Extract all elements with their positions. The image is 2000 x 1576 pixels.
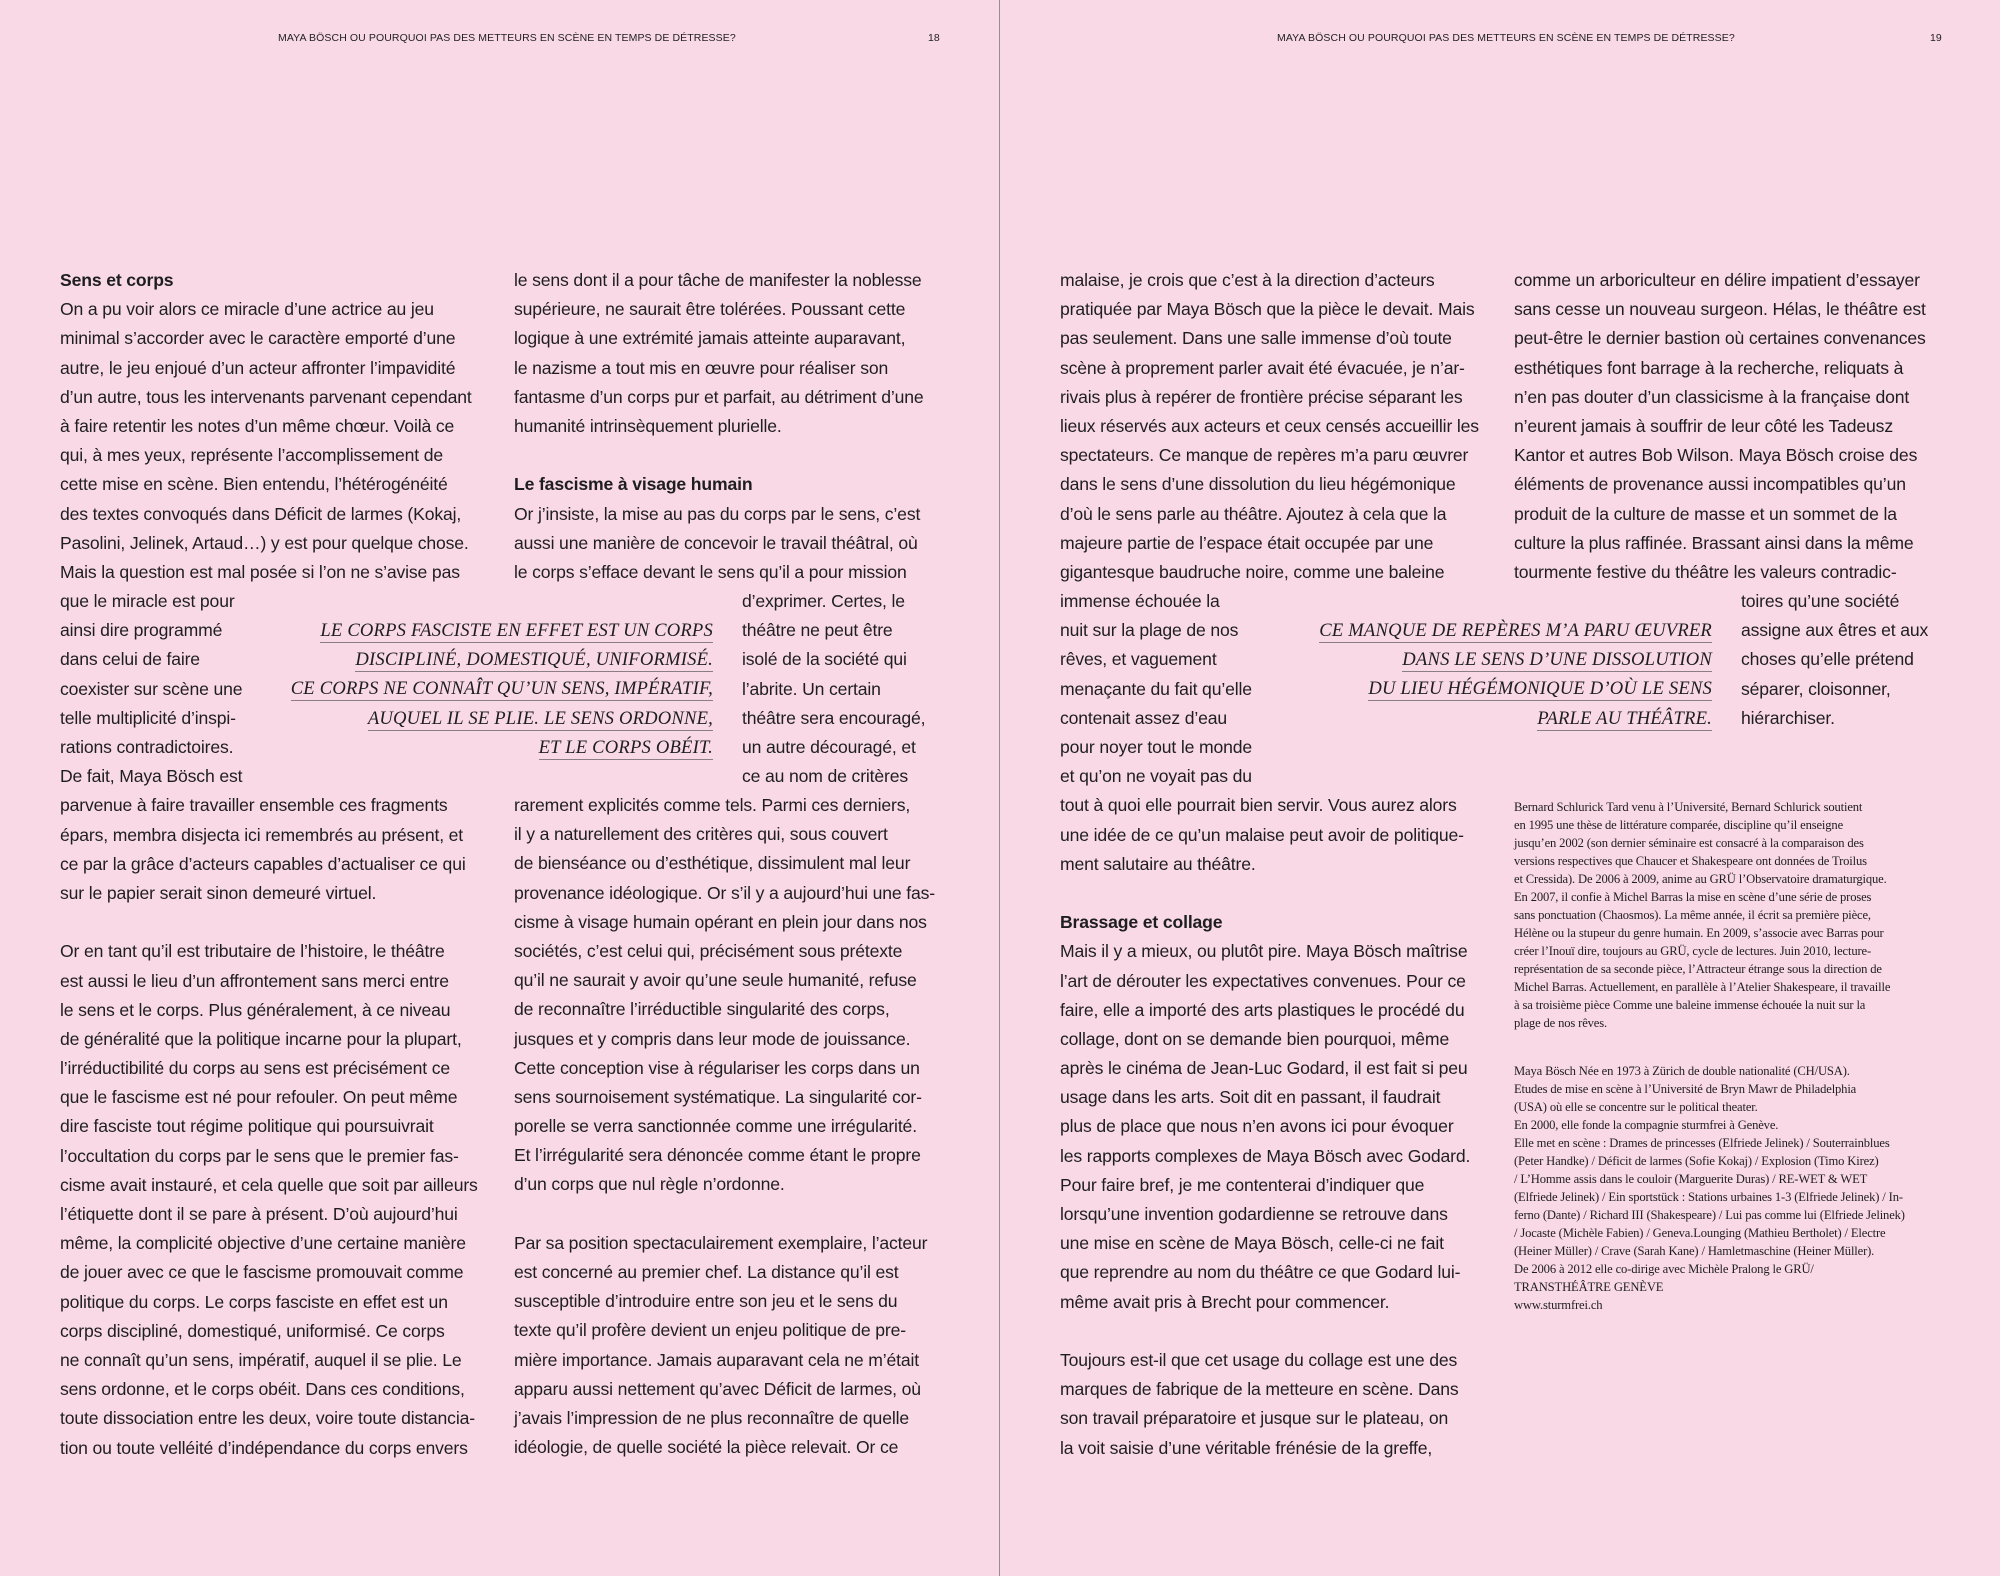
- text-line: de généralité que la politique incarne pour la plupart,: [60, 1028, 462, 1049]
- text-line: d’où le sens parle au théâtre. Ajoutez à cela que la: [1060, 503, 1447, 524]
- text-line: supérieure, ne saurait être tolérées. Poussant cette: [514, 299, 906, 320]
- bio-line: Maya Bösch Née en 1973 à Zürich de double nationalité (CH/USA).: [1514, 1064, 1850, 1078]
- text-line: ainsi dire programmé: [60, 620, 223, 641]
- bio-line: (Heiner Müller) / Crave (Sarah Kane) / Hamletmaschine (Heiner Müller).: [1514, 1244, 1875, 1258]
- pull-quote-line: LE CORPS FASCISTE EN EFFET EST UN CORPS: [320, 620, 713, 641]
- text-line: toires qu’une société: [1741, 591, 1900, 611]
- text-line: marques de fabrique de la metteure en scène. Dans: [1060, 1379, 1459, 1400]
- bio-line: (USA) où elle se concentre sur le political theater.: [1514, 1100, 1758, 1114]
- pull-quote-line: DANS LE SENS D’UNE DISSOLUTION: [1402, 649, 1712, 671]
- text-line: un autre découragé, et: [742, 736, 916, 757]
- text-line: parvenue à faire travailler ensemble ces fragments: [60, 795, 448, 816]
- text-line: l’art de dérouter les expectatives convenues. Pour ce: [1060, 970, 1466, 991]
- bio-line: / L’Homme assis dans le couloir (Marguerite Duras) / RE-WET & WET: [1514, 1172, 1868, 1186]
- text-line: porelle se verra sanctionnée comme une irrégularité.: [514, 1116, 917, 1137]
- text-line: pas seulement. Dans une salle immense d’où toute: [1060, 328, 1452, 349]
- text-line: lorsqu’une invention godardienne se retrouve dans: [1060, 1204, 1448, 1224]
- text-line: produit de la culture de masse et un sommet de la: [1514, 503, 1897, 524]
- author-bio-maya-bosch: [1514, 1062, 1905, 1314]
- right-page: [1000, 0, 2000, 1576]
- text-line: tourmente festive du théâtre les valeurs contradic-: [1514, 561, 1897, 582]
- pull-quote-left: [291, 616, 713, 762]
- text-line: [1060, 879, 1479, 908]
- text-line: rivais plus à repérer de frontière précise séparant les: [1060, 386, 1463, 407]
- text-line: même avait pris à Brecht pour commencer.: [1060, 1291, 1390, 1312]
- text-line: sens ordonne, et le corps obéit. Dans ces conditions,: [60, 1379, 465, 1400]
- text-line: cette mise en scène. Bien entendu, l’hétérogénéité: [60, 474, 448, 495]
- pull-quote-line: PARLE AU THÉÂTRE.: [1537, 707, 1712, 729]
- text-line: plus de place que nous n’en avons ici pour évoquer: [1060, 1116, 1454, 1137]
- right-page-column-2-wrap: [1741, 587, 1928, 733]
- left-page-column-1: [60, 266, 478, 1463]
- text-line: rêves, et vaguement: [1060, 649, 1217, 670]
- text-line: dire fasciste tout régime politique qui poursuivrait: [60, 1116, 434, 1137]
- text-line: faire, elle a importé des arts plastiques le procédé du: [1060, 999, 1465, 1020]
- text-line: l’irréductibilité du corps au sens est précisément ce: [60, 1058, 451, 1079]
- bio-line: Hélène ou la stupeur du genre humain. En 2009, s’associe avec Barras pour: [1514, 926, 1884, 940]
- text-line: [514, 441, 924, 470]
- text-line: sur le papier serait sinon demeuré virtuel.: [60, 882, 377, 903]
- bio-line: Elle met en scène : Drames de princesses (Elfriede Jelinek) / Souterrainblues: [1514, 1136, 1890, 1150]
- text-line: comme un arboriculteur en délire impatient d’essayer: [1514, 270, 1920, 290]
- text-line: tion ou toute velléité d’indépendance du corps envers: [60, 1437, 468, 1458]
- text-line: nuit sur la plage de nos: [1060, 620, 1239, 641]
- text-line: la voit saisie d’une véritable frénésie de la greffe,: [1060, 1437, 1433, 1458]
- bio-line: www.sturmfrei.ch: [1514, 1298, 1603, 1312]
- section-heading: Brassage et collage: [1060, 912, 1223, 933]
- text-line: rarement explicités comme tels. Parmi ces derniers,: [514, 795, 911, 815]
- section-heading: Le fascisme à visage humain: [514, 474, 753, 495]
- text-line: dans celui de faire: [60, 649, 200, 670]
- right-page-column-1: [1060, 266, 1479, 1463]
- left-page-column-2-bottom: [514, 791, 935, 1462]
- bio-line: créer l’Inouï dire, toujours au GRÜ, cycle de lectures. Juin 2010, lecture-: [1514, 944, 1871, 958]
- text-line: corps discipliné, domestiqué, uniformisé. Ce corps: [60, 1320, 445, 1341]
- bio-line: plage de nos rêves.: [1514, 1016, 1607, 1030]
- bio-line: en 1995 une thèse de littérature comparée, discipline qu’il enseigne: [1514, 818, 1844, 832]
- text-line: Mais la question est mal posée si l’on ne s’avise pas: [60, 561, 460, 582]
- text-line: gigantesque baudruche noire, comme une baleine: [1060, 561, 1445, 582]
- text-line: logique à une extrémité jamais atteinte auparavant,: [514, 328, 906, 349]
- running-title-right: MAYA BÖSCH OU POURQUOI PAS DES METTEURS EN SCÈNE EN TEMPS DE DÉTRESSE?: [1277, 32, 1735, 44]
- text-line: dans le sens d’une dissolution du lieu hégémonique: [1060, 474, 1456, 495]
- text-line: ce par la grâce d’acteurs capables d’actualiser ce qui: [60, 853, 466, 874]
- text-line: De fait, Maya Bösch est: [60, 766, 243, 787]
- text-line: [60, 908, 478, 937]
- text-line: de bienséance ou d’esthétique, dissimulent mal leur: [514, 853, 911, 874]
- pull-quote-right: [1319, 616, 1712, 733]
- text-line: une idée de ce qu’un malaise peut avoir de politique-: [1060, 824, 1464, 845]
- bio-line: TRANSTHÉÂTRE GENÈVE: [1514, 1280, 1664, 1294]
- text-line: culture la plus raffinée. Brassant ainsi dans la même: [1514, 532, 1914, 553]
- text-line: telle multiplicité d’inspi-: [60, 707, 236, 728]
- text-line: ce au nom de critères: [742, 766, 909, 787]
- text-line: rations contradictoires.: [60, 737, 234, 757]
- left-page-column-2-top: [514, 266, 924, 587]
- page-number-left: 18: [928, 32, 940, 44]
- text-line: collage, dont on se demande bien pourquoi, même: [1060, 1028, 1450, 1049]
- text-line: son travail préparatoire et jusque sur le plateau, on: [1060, 1408, 1449, 1429]
- text-line: [514, 1200, 935, 1229]
- page-number-right: 19: [1930, 32, 1942, 44]
- running-title-left: MAYA BÖSCH OU POURQUOI PAS DES METTEURS EN SCÈNE EN TEMPS DE DÉTRESSE?: [278, 32, 736, 44]
- text-line: cisme à visage humain opérant en plein jour dans nos: [514, 911, 927, 932]
- text-line: est aussi le lieu d’un affrontement sans merci entre: [60, 970, 449, 991]
- text-line: sociétés, c’est celui qui, précisément sous prétexte: [514, 940, 903, 961]
- text-line: Pasolini, Jelinek, Artaud…) y est pour quelque chose.: [60, 532, 469, 553]
- text-line: après le cinéma de Jean-Luc Godard, il est fait si peu: [1060, 1058, 1468, 1079]
- text-line: choses qu’elle prétend: [1741, 649, 1914, 670]
- text-line: aussi une manière de concevoir le travail théâtral, où: [514, 532, 918, 553]
- text-line: séparer, cloisonner,: [1741, 678, 1891, 699]
- bio-line: représentation de sa seconde pièce, l’Attracteur étrange sous la direction de: [1514, 962, 1882, 976]
- text-line: politique du corps. Le corps fasciste en effet est un: [60, 1291, 448, 1312]
- author-bio-bernard-schlurick: [1514, 798, 1890, 1032]
- bio-line: De 2006 à 2012 elle co-dirige avec Michèle Pralong le GRÜ/: [1514, 1262, 1814, 1276]
- bio-line: ferno (Dante) / Richard III (Shakespeare) / Lui pas comme lui (Elfriede Jelinek): [1514, 1208, 1905, 1222]
- bio-line: (Elfriede Jelinek) / Ein sportstück : Stations urbaines 1-3 (Elfriede Jelinek) / In-: [1514, 1190, 1903, 1204]
- text-line: toute dissociation entre les deux, voire toute distancia-: [60, 1408, 475, 1429]
- bio-line: / Jocaste (Michèle Fabien) / Geneva.Lounging (Mathieu Bertholet) / Electre: [1514, 1226, 1886, 1240]
- pull-quote-line: CE MANQUE DE REPÈRES M’A PARU ŒUVRER: [1319, 620, 1712, 641]
- text-line: esthétiques font barrage à la recherche, reliquats à: [1514, 357, 1904, 378]
- text-line: Par sa position spectaculairement exemplaire, l’acteur: [514, 1232, 928, 1253]
- bio-line: En 2000, elle fonde la compagnie sturmfrei à Genève.: [1514, 1118, 1779, 1132]
- text-line: l’étiquette dont il se pare à présent. D’où aujourd’hui: [60, 1204, 458, 1224]
- pull-quote-line: DU LIEU HÉGÉMONIQUE D’OÙ LE SENS: [1368, 678, 1712, 700]
- text-line: idéologie, de quelle société la pièce relevait. Or ce: [514, 1437, 899, 1458]
- text-line: que le fascisme est né pour refouler. On peut même: [60, 1087, 458, 1108]
- text-line: Or j’insiste, la mise au pas du corps par le sens, c’est: [514, 503, 921, 524]
- text-line: mière importance. Jamais auparavant cela ne m’était: [514, 1349, 920, 1370]
- bio-line: En 2007, il confie à Michel Barras la mise en scène d’une série de proses: [1514, 890, 1872, 904]
- text-line: pour noyer tout le monde: [1060, 737, 1253, 757]
- bio-line: jusqu’en 2002 (son dernier séminaire est consacré à la comparaison des: [1514, 836, 1864, 850]
- text-line: humanité intrinsèquement plurielle.: [514, 415, 782, 436]
- text-line: spectateurs. Ce manque de repères m’a paru œuvrer: [1060, 445, 1469, 466]
- pull-quote-line: DISCIPLINÉ, DOMESTIQUÉ, UNIFORMISÉ.: [355, 649, 713, 671]
- text-line: menaçante du fait qu’elle: [1060, 678, 1252, 699]
- text-line: même, la complicité objective d’une certaine manière: [60, 1233, 466, 1254]
- text-line: que le miracle est pour: [60, 591, 235, 612]
- text-line: contenait assez d’eau: [1060, 707, 1228, 728]
- text-line: éléments de provenance aussi incompatibles qu’un: [1514, 474, 1906, 495]
- text-line: isolé de la société qui: [742, 649, 907, 670]
- bio-line: sans ponctuation (Chaosmos). La même année, il écrit sa première pièce,: [1514, 908, 1871, 922]
- text-line: épars, membra disjecta ici remembrés au présent, et: [60, 824, 464, 845]
- text-line: l’abrite. Un certain: [742, 678, 881, 699]
- bio-line: Bernard Schlurick Tard venu à l’Université, Bernard Schlurick soutient: [1514, 800, 1863, 814]
- text-line: Or en tant qu’il est tributaire de l’histoire, le théâtre: [60, 941, 445, 962]
- text-line: théâtre sera encouragé,: [742, 707, 926, 728]
- right-page-column-2-top: [1514, 266, 1926, 587]
- text-line: autre, le jeu enjoué d’un acteur affronter l’impavidité: [60, 357, 456, 378]
- text-line: à faire retentir les notes d’un même chœur. Voilà ce: [60, 415, 455, 436]
- text-line: cisme avait instauré, et cela quelle que soit par ailleurs: [60, 1174, 478, 1195]
- bio-line: versions respectives que Chaucer et Shakespeare ont données de Troilus: [1514, 854, 1867, 868]
- pull-quote-line: ET LE CORPS OBÉIT.: [538, 736, 713, 758]
- text-line: n’eurent jamais à souffrir de leur côté les Tadeusz: [1514, 415, 1893, 436]
- bio-line: et Cressida). De 2006 à 2009, anime au GRÜ l’Observatoire dramaturgique.: [1514, 872, 1887, 886]
- text-line: peut-être le dernier bastion où certaines convenances: [1514, 328, 1926, 349]
- text-line: le nazisme a tout mis en œuvre pour réaliser son: [514, 357, 889, 378]
- text-line: On a pu voir alors ce miracle d’une actrice au jeu: [60, 299, 434, 320]
- text-line: ne connaît qu’un sens, impératif, auquel il se plie. Le: [60, 1349, 462, 1370]
- bio-line: Etudes de mise en scène à l’Université de Bryn Mawr de Philadelphia: [1514, 1082, 1857, 1096]
- text-line: qui, à mes yeux, représente l’accomplissement de: [60, 445, 443, 466]
- text-line: et qu’on ne voyait pas du: [1060, 766, 1252, 787]
- text-line: une mise en scène de Maya Bösch, celle-ci ne fait: [1060, 1233, 1444, 1254]
- text-line: les rapports complexes de Maya Bösch avec Godard.: [1060, 1145, 1471, 1166]
- text-line: texte qu’il profère devient un enjeu politique de pre-: [514, 1320, 906, 1341]
- left-page-column-2-wrap: [742, 587, 925, 791]
- text-line: qu’il ne saurait y avoir qu’une seule humanité, refuse: [514, 970, 917, 991]
- text-line: assigne aux êtres et aux: [1741, 620, 1929, 641]
- text-line: provenance idéologique. Or s’il y a aujourd’hui une fas-: [514, 882, 935, 903]
- bio-line: Michel Barras. Actuellement, en parallèle à l’Atelier Shakespeare, il travaille: [1514, 980, 1891, 994]
- section-heading: Sens et corps: [60, 270, 174, 290]
- bio-line: à sa troisième pièce Comme une baleine immense échouée la nuit sur la: [1514, 998, 1866, 1012]
- text-line: théâtre ne peut être: [742, 620, 893, 641]
- text-line: lieux réservés aux acteurs et ceux censés accueillir les: [1060, 415, 1479, 436]
- text-line: minimal s’accorder avec le caractère emporté d’une: [60, 328, 456, 349]
- text-line: Kantor et autres Bob Wilson. Maya Bösch croise des: [1514, 445, 1918, 466]
- text-line: n’en pas douter d’un classicisme à la française dont: [1514, 386, 1910, 407]
- text-line: est concerné au premier chef. La distance qu’il est: [514, 1262, 899, 1282]
- text-line: le sens dont il a pour tâche de manifester la noblesse: [514, 270, 922, 290]
- text-line: susceptible d’introduire entre son jeu et le sens du: [514, 1291, 898, 1312]
- pull-quote-line: CE CORPS NE CONNAÎT QU’UN SENS, IMPÉRATIF,: [290, 678, 713, 700]
- text-line: sens sournoisement systématique. La singularité cor-: [514, 1086, 922, 1107]
- text-line: j’avais l’impression de ne plus reconnaître de quelle: [514, 1407, 909, 1428]
- text-line: tout à quoi elle pourrait bien servir. Vous aurez alors: [1060, 795, 1457, 816]
- text-line: le corps s’efface devant le sens qu’il a pour mission: [514, 561, 907, 582]
- text-line: Et l’irrégularité sera dénoncée comme étant le propre: [514, 1145, 921, 1166]
- text-line: d’un corps que nul règle n’ordonne.: [514, 1174, 785, 1195]
- text-line: majeure partie de l’espace était occupée par une: [1060, 532, 1434, 553]
- text-line: Mais il y a mieux, ou plutôt pire. Maya Bösch maîtrise: [1060, 941, 1468, 962]
- text-line: d’un autre, tous les intervenants parvenant cependant: [60, 386, 472, 407]
- text-line: d’exprimer. Certes, le: [742, 591, 905, 611]
- text-line: de jouer avec ce que le fascisme promouvait comme: [60, 1262, 464, 1283]
- text-line: jusques et y compris dans leur mode de jouissance.: [514, 1028, 911, 1049]
- text-line: Toujours est-il que cet usage du collage est une des: [1060, 1349, 1458, 1370]
- text-line: coexister sur scène une: [60, 678, 243, 699]
- text-line: fantasme d’un corps pur et parfait, au détriment d’une: [514, 386, 924, 407]
- text-line: le sens et le corps. Plus généralement, à ce niveau: [60, 999, 451, 1020]
- text-line: [1060, 1317, 1479, 1346]
- text-line: apparu aussi nettement qu’avec Déficit de larmes, où: [514, 1378, 921, 1399]
- text-line: malaise, je crois que c’est à la direction d’acteurs: [1060, 270, 1435, 290]
- text-line: ment salutaire au théâtre.: [1060, 853, 1256, 874]
- text-line: Pour faire bref, je me contenterai d’indiquer que: [1060, 1174, 1425, 1195]
- text-line: Cette conception vise à régulariser les corps dans un: [514, 1057, 920, 1078]
- text-line: usage dans les arts. Soit dit en passant, il faudrait: [1060, 1087, 1441, 1108]
- text-line: hiérarchiser.: [1741, 707, 1835, 728]
- text-line: pratiquée par Maya Bösch que la pièce le devait. Mais: [1060, 299, 1475, 320]
- text-line: l’occultation du corps par le sens que le premier fas-: [60, 1145, 459, 1166]
- text-line: des textes convoqués dans Déficit de larmes (Kokaj,: [60, 503, 462, 524]
- text-line: sans cesse un nouveau surgeon. Hélas, le théâtre est: [1514, 299, 1926, 320]
- text-line: il y a naturellement des critères qui, sous couvert: [514, 824, 888, 845]
- text-line: immense échouée la: [1060, 591, 1220, 612]
- text-line: que reprendre au nom du théâtre ce que Godard lui-: [1060, 1262, 1461, 1283]
- pull-quote-line: AUQUEL IL SE PLIE. LE SENS ORDONNE,: [367, 707, 713, 729]
- bio-line: (Peter Handke) / Déficit de larmes (Sofie Kokaj) / Explosion (Timo Kirez): [1514, 1154, 1879, 1168]
- text-line: de reconnaître l’irréductible singularité des corps,: [514, 999, 890, 1020]
- text-line: scène à proprement parler avait été évacuée, je n’ar-: [1060, 357, 1465, 378]
